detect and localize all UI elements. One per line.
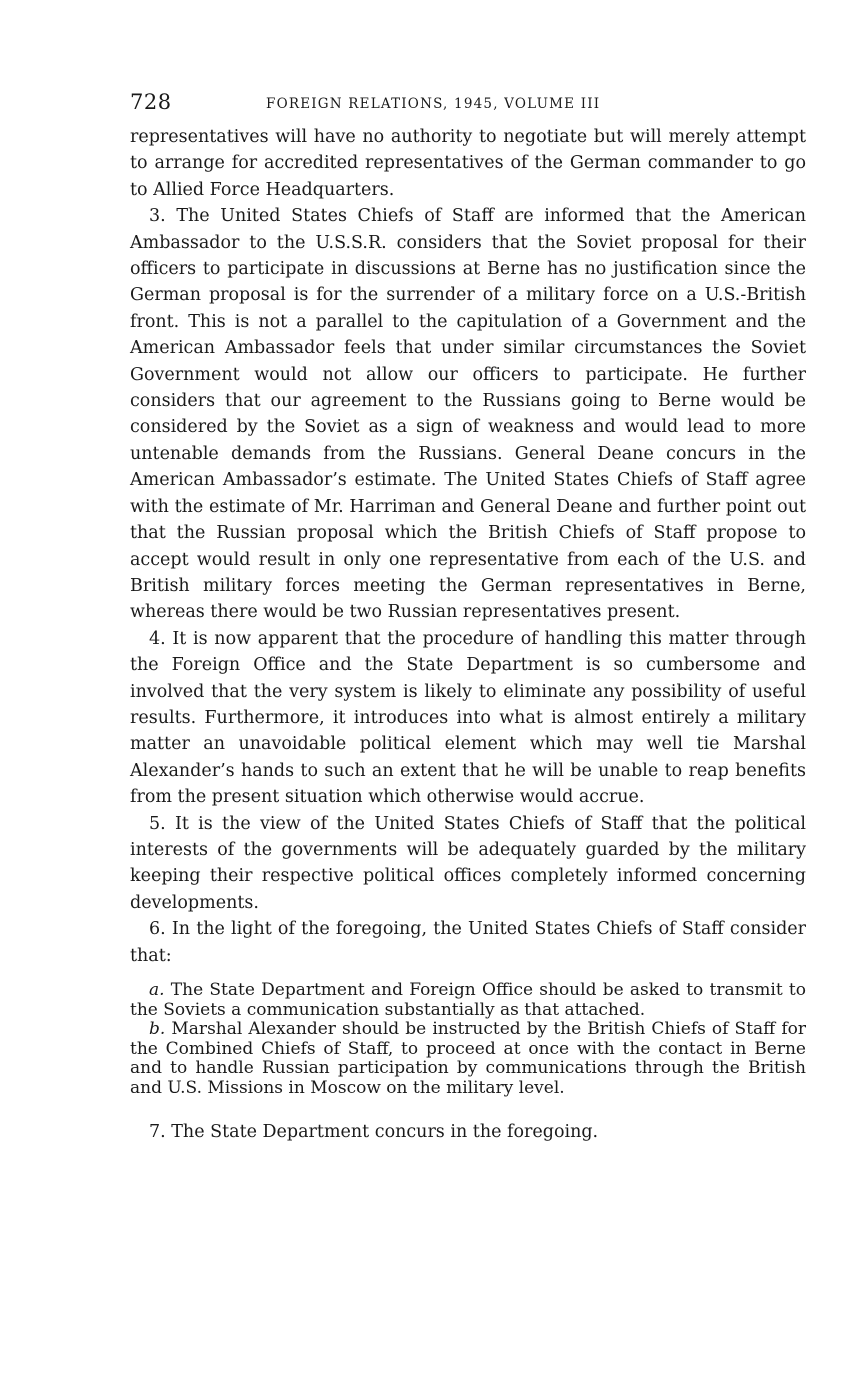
paragraph-6: 6. In the light of the foregoing, the United States Chiefs of Staff consider that: [130,919,806,966]
body-text [130,124,806,969]
paragraph-5: 5. It is the view of the United States Chiefs of Staff that the political interests of the governments will be adequately guarded by the military keeping their respective political offices completely informed concerning developments. [130,813,806,913]
document-page [130,90,806,1145]
subparagraph-b-text: Marshal Alexander should be instructed by the British Chiefs of Staff for the Combined Chiefs of Staff, to proceed at once with the contact in Berne and to handle Russian participation by communications through the British and U.S. Missions in Moscow on the military level. [130,1019,806,1098]
running-header-title: FOREIGN RELATIONS, 1945, VOLUME III [266,96,601,112]
subparagraph-a [130,981,806,1020]
subparagraph-list [130,981,806,1098]
running-header [130,90,806,120]
subparagraph-b-letter: b. [149,1019,166,1039]
paragraph-continued: representatives will have no authority to negotiate but will merely attempt to arrange for accredited representatives of the German commander to go to Allied Force Headquarters. [130,127,806,200]
page-number: 728 [130,90,172,114]
subparagraph-b [130,1020,806,1098]
paragraph-7: 7. The State Department concurs in the foregoing. [149,1122,599,1142]
paragraph-4: 4. It is now apparent that the procedure of handling this matter through the Foreign Office and the State Department is so cumbersome and involved that the very system is likely to eliminate any possibility of useful results. Furthermore, it introduces into what is almost entirely a military matter an unavoidable political element which may well tie Marshal Alexander’s hands to such an extent that he will be unable to reap benefits from the present situation which otherwise would accrue. [130,628,806,808]
subparagraph-a-letter: a. [149,980,165,1000]
subparagraph-a-text: The State Department and Foreign Office should be asked to transmit to the Soviets a communication substantially as that attached. [130,980,806,1020]
paragraph-3: 3. The United States Chiefs of Staff are informed that the American Ambassador to the U.S.S.R. considers that the Soviet proposal for their officers to participate in discussions at Berne has no justification since the German proposal is for the surrender of a military force on a U.S.-British front. This is not a parallel to the capitulation of a Government and the American Ambassador feels that under similar circumstances the Soviet Government would not allow our officers to participate. He further considers that our agreement to the Russians going to Berne would be considered by the Soviet as a sign of weakness and would lead to more untenable demands from the Russians. General Deane concurs in the American Ambassador’s estimate. The United States Chiefs of Staff agree with the estimate of Mr. Harriman and General Deane and further point out that the Russian proposal which the British Chiefs of Staff propose to accept would result in only one representative from each of the U.S. and British military forces meeting the German representatives in Berne, whereas there would be two Russian representatives present. [130,206,806,623]
